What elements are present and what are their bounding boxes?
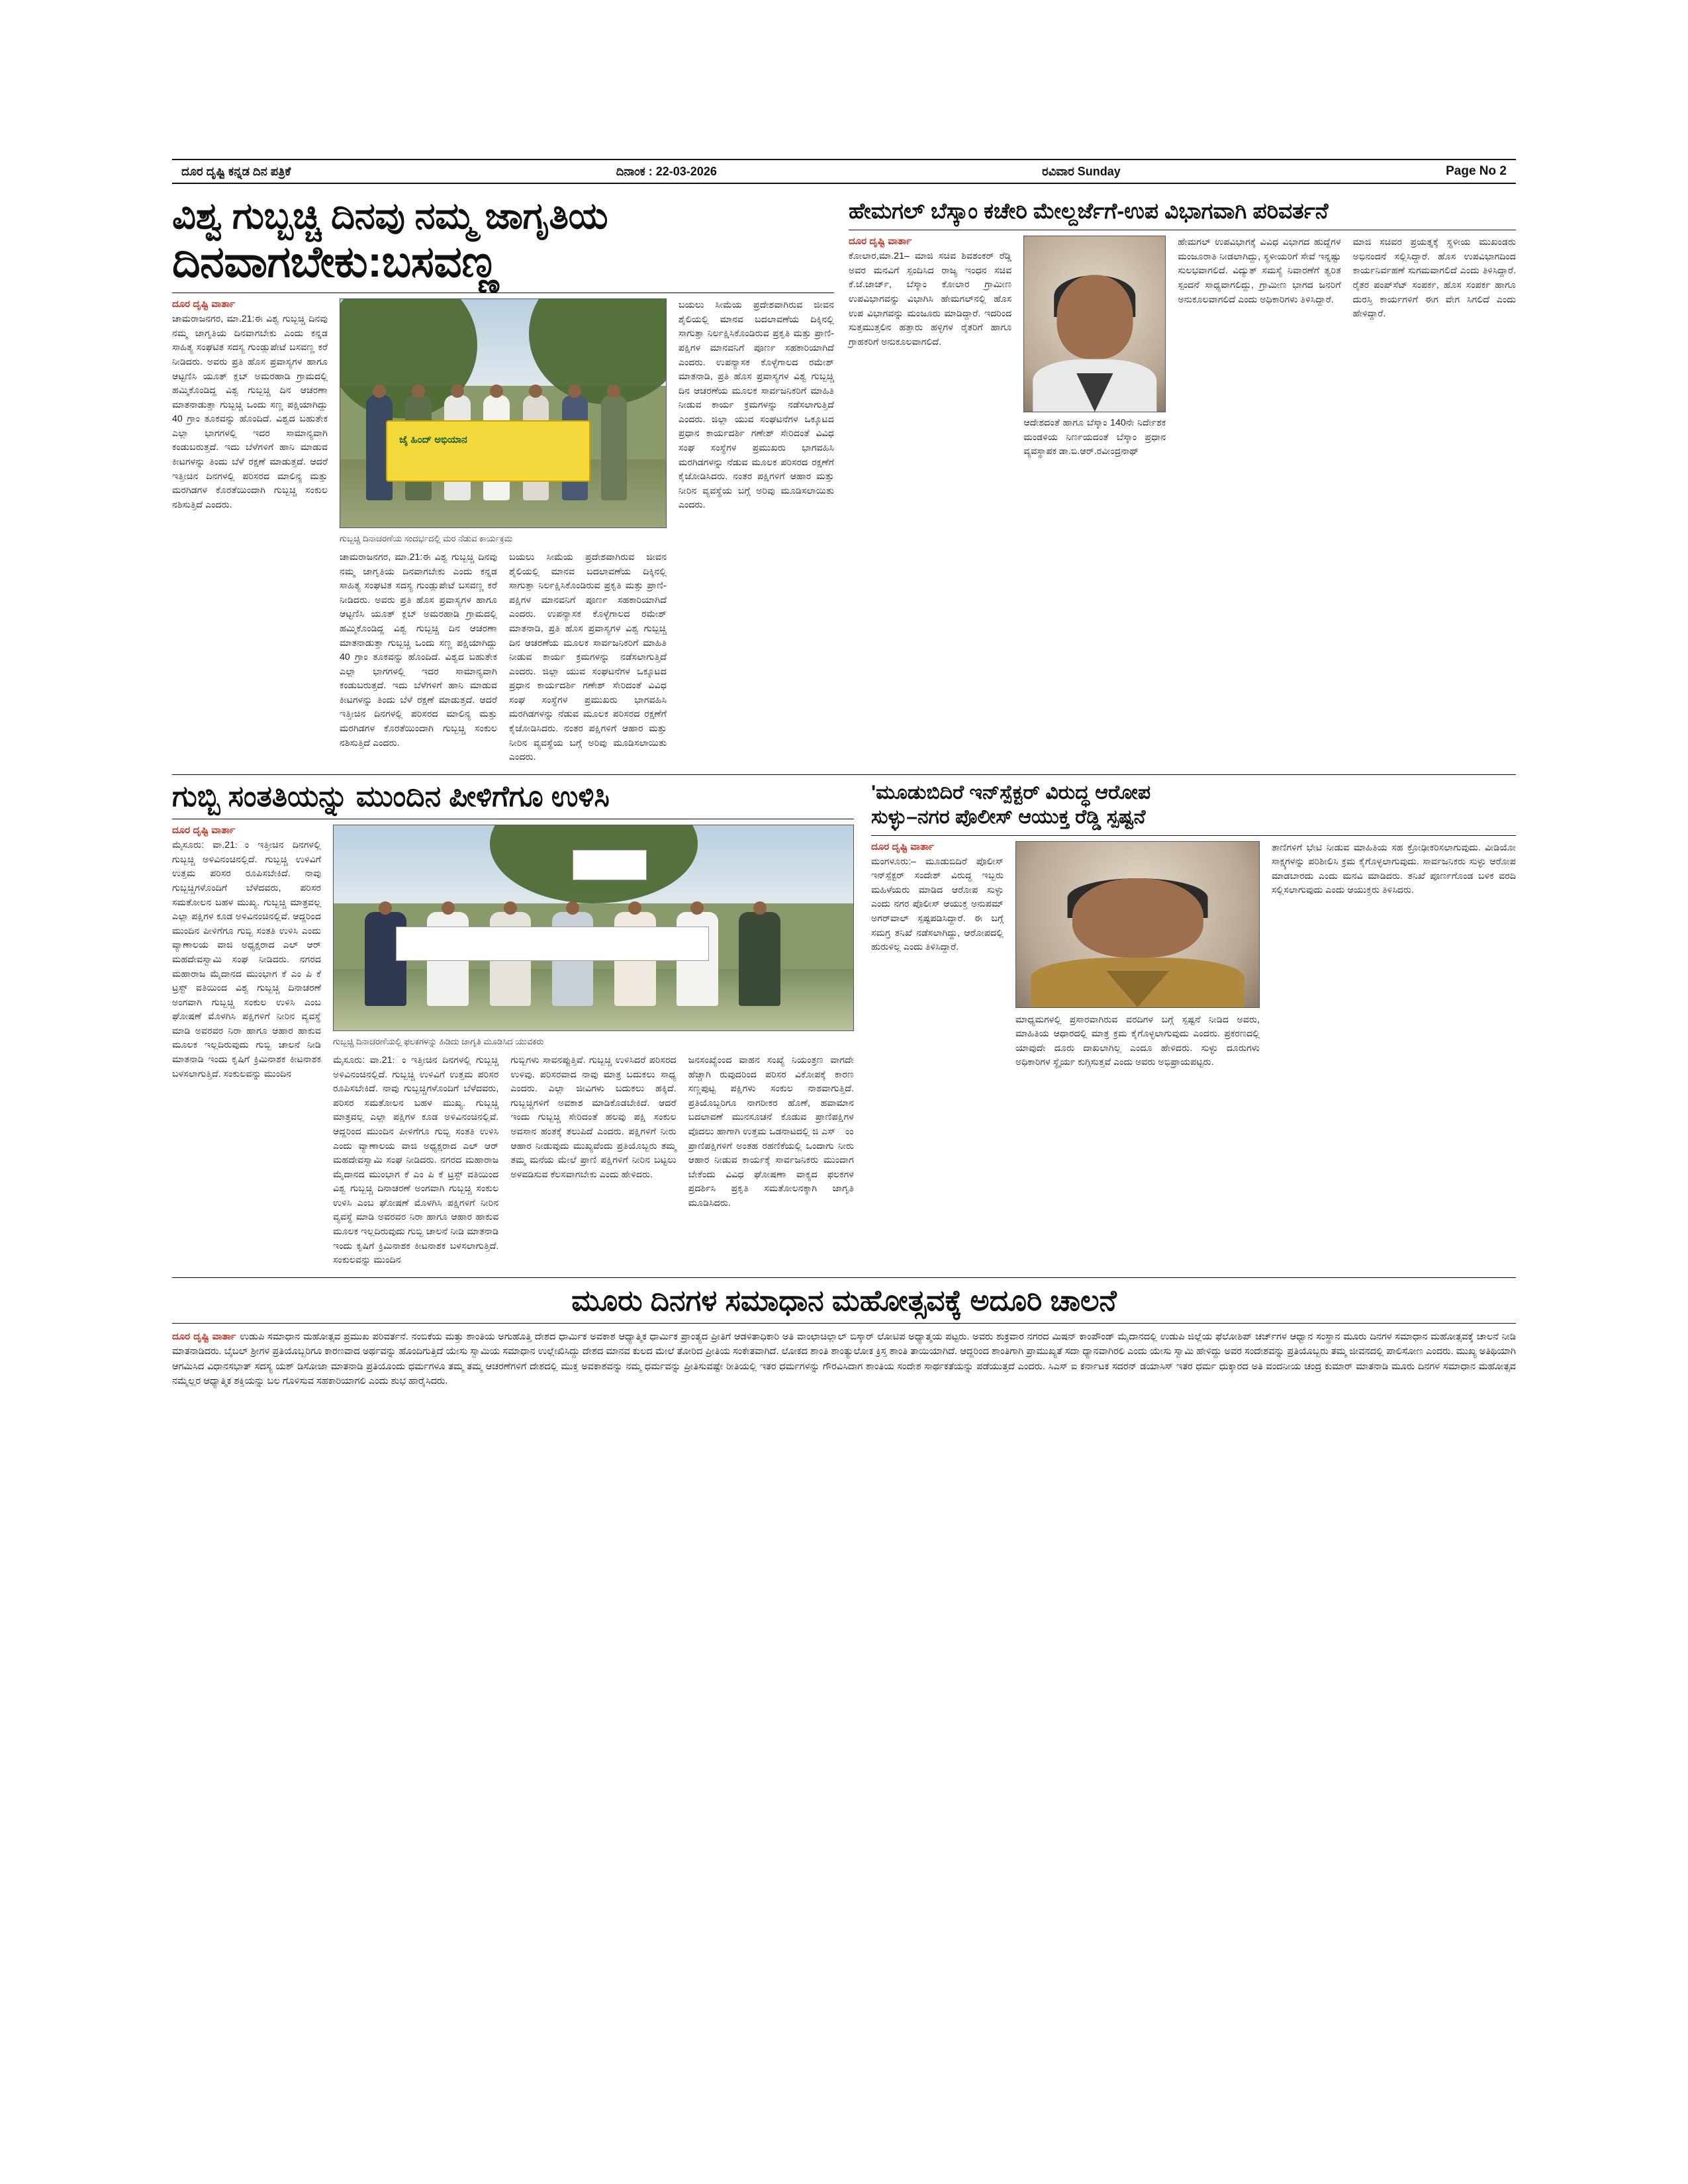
lead-right-col1: ಕೋಲಾರ,ಮಾ.21– ಮಾಜಿ ಸಚಿವ ಶಿವಶಂಕರ್ ರೆಡ್ಡಿ ಅವರ ಮನವಿಗೆ ಸ್ಪಂದಿಸಿದ ರಾಜ್ಯ ಇಂಧನ ಸಚಿವ ಕೆ.ಜೆ.ಜಾರ್ಜ್, ಬೆಸ್ಕಾಂ ಕೋಲಾರ ಗ್ರಾಮೀಣ ಉಪವಿಭಾಗವನ್ನು ವಿಭಾಗಿಸಿ ಹೇಮಗಲ್‌ನಲ್ಲಿ ಹೊಸ ಉಪ ವಿಭಾಗವನ್ನು ಮಂಜೂರು ಮಾಡಿದ್ದಾರೆ. ಇದರಿಂದ ಸುತ್ತಮುತ್ತಲಿನ ಹತ್ತಾರು ಹಳ್ಳಿಗಳ ರೈತರಿಗೆ ಹಾಗೂ ಗ್ರಾಹಕರಿಗೆ ಅನುಕೂಲವಾಗಲಿದೆ. — [849, 251, 1012, 347]
lead-col2b: ಬಯಲು ಸೀಮೆಯ ಪ್ರದೇಶವಾಗಿರುವ ಜೀವನ ಶೈಲಿಯಲ್ಲಿ ಮಾನವ ಬದಲಾವಣೆಯ ದಿಕ್ಕಿನಲ್ಲಿ ಸಾಗುತ್ತಾ ನಿರ್ಲಕ್ಷಿಸಿಕೊಂಡಿರುವ ಪ್ರಕೃತಿ ಮತ್ತು ಪ್ರಾಣಿ-ಪಕ್ಷಿಗಳ ಮಾನವನಿಗೆ ಪೂರ್ಣ ಸಹಕಾರಿಯಾಗಿದೆ ಎಂದರು. ಉಪನ್ಯಾಸಕ ಕೊಳ್ಳೆಗಾಲದ ರಮೇಶ್ ಮಾತನಾಡಿ, ಪ್ರತಿ ಹೊಸ ಪ್ರವಾಸ್ಯಗಳ ವಿಶ್ವ ಗುಬ್ಬಚ್ಚಿ ದಿನ ಆಚರಣೆಯ ಮೂಲಕ ಸಾರ್ವಜನಿಕರಿಗೆ ಮಾಹಿತಿ ನೀಡುವ ಕಾರ್ಯ ಕ್ರಮಗಳನ್ನು ನಡೆಸಲಾಗುತ್ತಿದೆ ಎಂದರು. ಜಿಲ್ಲಾ ಯುವ ಸಂಘಟನೆಗಳ ಒಕ್ಕೂಟದ ಪ್ರಧಾನ ಕಾರ್ಯದರ್ಶಿ ಗಣೇಶ್ ಸೇರಿದಂತೆ ವಿವಿಧ ಸಂಘ ಸಂಸ್ಥೆಗಳ ಪ್ರಮುಖರು ಭಾಗವಹಿಸಿ ಮರಗಿಡಗಳನ್ನು ನೆಡುವ ಮೂಲಕ ಪರಿಸರದ ರಕ್ಷಣೆಗೆ ಕೈಜೋಡಿಸಿದರು. ನಂತರ ಪಕ್ಷಿಗಳಿಗೆ ಆಹಾರ ಮತ್ತು ನೀರಿನ ವ್ಯವಸ್ಥೆಯ ಬಗ್ಗೆ ಅರಿವು ಮೂಡಿಸಲಾಯಿತು ಎಂದರು. — [509, 552, 667, 763]
lead-right-portrait — [1023, 236, 1166, 412]
middle-section — [172, 780, 1516, 1268]
lead-right-col3: ಮಾಜಿ ಸಚಿವರ ಪ್ರಯತ್ನಕ್ಕೆ ಸ್ಥಳೀಯ ಮುಖಂಡರು ಅಭಿನಂದನೆ ಸಲ್ಲಿಸಿದ್ದಾರೆ. ಹೊಸ ಉಪವಿಭಾಗದಿಂದ ಕಾರ್ಯನಿರ್ವಹಣೆ ಸುಗಮವಾಗಲಿದೆ ಎಂದು ತಿಳಿಸಿದ್ದಾರೆ. ರೈತರ ಪಂಪ್‌ಸೆಟ್ ಸಂಪರ್ಕ, ಹೊಸ ಸಂಪರ್ಕ ಹಾಗೂ ದುರಸ್ತಿ ಕಾರ್ಯಗಳಿಗೆ ಈಗ ವೇಗ ಸಿಗಲಿದೆ ಎಂದು ಹೇಳಿದ್ದಾರೆ. — [1352, 237, 1516, 320]
story2-col2b: ಗುಬ್ಬಿಗಳು ಸಾವನಪ್ಪುತ್ತಿವೆ. ಗುಬ್ಬಚ್ಚಿ ಉಳಿಸಿದರೆ ಪರಿಸರದ ಉಳಿವು. ಪರಿಸರವಾದ ನಾವು ಮಾತ್ರ ಬದುಕಲು ಸಾಧ್ಯ ಎಂದರು. ಎಲ್ಲಾ ಜೀವಿಗಳು ಬದುಕಲು ಹಕ್ಕಿದೆ. ಗುಬ್ಬಚ್ಚಿಗಳಿಗೆ ಅವಕಾಶ ಮಾಡಿಕೊಡಬೇಕಿದೆ. ಆದರೆ ಇಂದು ಗುಬ್ಬಚ್ಚಿ ಸೇರಿದಂತೆ ಹಲವು ಪಕ್ಷಿ ಸಂಕುಲ ಅವಸಾನ ಹಂತಕ್ಕೆ ತಲುಪಿದೆ ಎಂದರು. ಪಕ್ಷಿಗಳಿಗೆ ನೀರು ಆಹಾರ ನೀಡುವುದು ಮುಖ್ಯವೆಂದು ಪ್ರತಿಯೊಬ್ಬರು ತಮ್ಮ ತಮ್ಮ ಮನೆಯ ಮೇಲೆ ಪ್ರಾಣಿ ಪಕ್ಷಿಗಳಿಗೆ ನೀರಿನ ಬಟ್ಟಲು ಅಳವಡಿಸುವ ಕೆಲಸವಾಗಬೇಕು ಎಂದು ಹೇಳಿದರು. — [510, 1055, 677, 1180]
date-value: 22-03-2026 — [655, 164, 717, 178]
story3 — [871, 780, 1516, 1268]
story3-portrait — [1015, 841, 1260, 1008]
date-label: ದಿನಾಂಕ : — [616, 164, 653, 178]
lead-photo-caption: ಗುಬ್ಬಚ್ಚಿ ದಿನಾಚರಣೆಯ ಸಂದರ್ಭದಲ್ಲಿ ಮರ ನೆಡುವ ಕಾರ್ಯಕ್ರಮ — [340, 533, 512, 544]
story3-col1: ಮಂಗಳೂರು:– ಮೂಡುಬಿದಿರೆ ಪೊಲೀಸ್ ಇನ್‌ಸ್ಪೆಕ್ಟರ್ ಸಂದೇಶ್ ವಿರುದ್ಧ ಇಬ್ಬರು ಮಹಿಳೆಯರು ಮಾಡಿದ ಆರೋಪ ಸುಳ್ಳು ಎಂದು ನಗರ ಪೊಲೀಸ್ ಆಯುಕ್ತ ಅನುಪಮ್ ಅಗರ್‌ವಾಲ್ ಸ್ಪಷ್ಟಪಡಿಸಿದ್ದಾರೆ. ಈ ಬಗ್ಗೆ ಸಮಗ್ರ ತನಿಖೆ ನಡೆಸಲಾಗಿದ್ದು, ಆರೋಪದಲ್ಲಿ ಹುರುಳಿಲ್ಲ ಎಂದು ತಿಳಿಸಿದ್ದಾರೆ. — [871, 856, 1004, 953]
story3-col2: ಮಾಧ್ಯಮಗಳಲ್ಲಿ ಪ್ರಸಾರವಾಗಿರುವ ವರದಿಗಳ ಬಗ್ಗೆ ಸ್ಪಷ್ಟನೆ ನೀಡಿದ ಅವರು, ಮಾಹಿತಿಯ ಆಧಾರದಲ್ಲಿ ಮಾತ್ರ ಕ್ರಮ ಕೈಗೊಳ್ಳಲಾಗುವುದು ಎಂದರು. ಪ್ರಕರಣದಲ್ಲಿ ಯಾವುದೇ ದೂರು ದಾಖಲಾಗಿಲ್ಲ ಎಂದೂ ಹೇಳಿದರು. ಸುಳ್ಳು ದೂರುಗಳು ಅಧಿಕಾರಿಗಳ ಸ್ಥೈರ್ಯ ಕುಗ್ಗಿಸುತ್ತವೆ ಎಂದು ಅವರು ಅಭಿಪ್ರಾಯಪಟ್ಟರು. — [1015, 1014, 1260, 1068]
lead-right-col2: ಹೇಮಗಲ್ ಉಪವಿಭಾಗಕ್ಕೆ ವಿವಿಧ ವಿಭಾಗದ ಹುದ್ದೆಗಳ ಮಂಜೂರಾತಿ ನೀಡಲಾಗಿದ್ದು, ಸ್ಥಳೀಯರಿಗೆ ಸೇವೆ ಇನ್ನಷ್ಟು ಸುಲಭವಾಗಲಿದೆ. ವಿದ್ಯುತ್ ಸಮಸ್ಯೆ ನಿವಾರಣೆಗೆ ತ್ವರಿತ ಸ್ಪಂದನೆ ಸಾಧ್ಯವಾಗಲಿದ್ದು, ಗ್ರಾಮೀಣ ಭಾಗದ ಜನರಿಗೆ ಅನುಕೂಲವಾಗಲಿದೆ ಎಂದು ಅಧಿಕಾರಿಗಳು ತಿಳಿಸಿದ್ದಾರೆ. — [1178, 237, 1341, 305]
story2-col1b: ಮೈಸೂರು: ವಾ.21:ಂ ಇತ್ತೀಚಿನ ದಿನಗಳಲ್ಲಿ ಗುಬ್ಬಚ್ಚಿ ಅಳಿವಿನಂಚಿನಲ್ಲಿದೆ. ಗುಬ್ಬಚ್ಚಿ ಉಳಿವಿಗೆ ಉತ್ತಮ ಪರಿಸರ ರೂಪಿಸಬೇಕಿದೆ. ನಾವು ಗುಬ್ಬಚ್ಚಿಗಳೊಂದಿಗೆ ಬೆಳೆದವರು, ಪರಿಸರ ಸಮತೋಲನ ಬಹಳ ಮುಖ್ಯ. ಗುಬ್ಬಚ್ಚಿ ಮಾತ್ರವಲ್ಲ ಎಲ್ಲಾ ಪಕ್ಷಿಗಳ ಕೂಡ ಅಳಿವಿನಂಚಿನಲ್ಲಿವೆ. ಆದ್ದರಿಂದ ಮುಂದಿನ ಪೀಳಿಗೆಗೂ ಗುಬ್ಬಿ ಸಂತತಿ ಉಳಿಸಿ ಎಂದು ವ್ಯಾಣಾಲಯ ವಾಜಿ ಅಧ್ಯಕ್ಷರಾದ ಎಲ್ ಆರ್ ಮಹದೇವಸ್ವಾಮಿ ಸಂಘ ನೀಡಿದರು. ನಗರದ ಮಹಾರಾಜ ಮೈದಾನದ ಮುಂಭಾಗ ಕೆ ಎಂ ಪಿ ಕೆ ಟ್ರಸ್ಟ್ ವತಿಯಿಂದ ವಿಶ್ವ ಗುಬ್ಬಚ್ಚಿ ದಿನಾಚರಣೆ ಅಂಗವಾಗಿ ಗುಬ್ಬಚ್ಚಿ ಸಂಕುಲ ಉಳಿಸಿ ಎಂಬ ಘೋಷಣೆ ಮೊಳಗಿಸಿ ಪಕ್ಷಿಗಳಿಗೆ ನೀರಿನ ವ್ಯವಸ್ಥೆ ಮಾಡಿ ಅವರವರ ನಿರಾ ಹಾಗೂ ಆಹಾರ ಹಾಕುವ ಮೂಲಕ ಇಲ್ಲದಿರುವುದು ಗುಬ್ಬಿ ಚಾಲನೆ ನೀಡಿ ಮಾತನಾಡಿ ಇಂದು ಕೃಷಿಗೆ ಕ್ರಿಮಿನಾಶಕ ಕೀಟನಾಶಕ ಬಳಸಲಾಗುತ್ತಿದೆ. ಸಂಕುಲವನ್ನು ಮುಂದಿನ — [333, 1055, 499, 1266]
masthead-date — [616, 165, 717, 179]
story3-headline-line2: ಸುಳ್ಳು–ನಗರ ಪೊಲೀಸ್ ಆಯುಕ್ತ ರೆಡ್ಡಿ ಸ್ಪಷ್ಟನೆ — [871, 806, 1146, 829]
lead-headline — [172, 188, 834, 287]
lead-col1b: ಚಾಮರಾಜನಗರ, ಮಾ.21:ಈ ವಿಶ್ವ ಗುಬ್ಬಚ್ಚಿ ದಿನವು ನಮ್ಮ ಜಾಗೃತಿಯ ದಿನವಾಗಬೇಕು ಎಂದು ಕನ್ನಡ ಸಾಹಿತ್ಯ ಸಂಘಟಿತ ಸದಸ್ಯ ಗುಂಡ್ಲುಪೇಟೆ ಬಸವಣ್ಣ ಕರೆ ನೀಡಿದರು. ಅವರು ಪ್ರತಿ ಹೊಸ ಪ್ರವಾಸ್ಯಗಳ ಹಾಗೂ ಆಟ್ಟಣಿಸಿ ಯೂತ್ ಕ್ಲಬ್ ಅಮರಹಾಡಿ ಗ್ರಾಮದಲ್ಲಿ ಹಮ್ಮಿಕೊಂಡಿದ್ದ ವಿಶ್ವ ಗುಬ್ಬಚ್ಚಿ ದಿನ ಆಚರಣಾ ಮಾತನಾಡುತ್ತಾ ಗುಬ್ಬಚ್ಚಿ ಒಂದು ಸಣ್ಣ ಪಕ್ಷಿಯಾಗಿದ್ದು 40 ಗ್ರಾಂ ತೂಕವನ್ನು ಹೊಂದಿದೆ. ವಿಶ್ವದ ಬಹುತೇಕ ಎಲ್ಲಾ ಭಾಗಗಳಲ್ಲಿ ಇದರ ಸಾಮಾನ್ಯವಾಗಿ ಕಂಡುಬರುತ್ತದೆ. ಇದು ಬೆಳೆಗಳಿಗೆ ಹಾನಿ ಮಾಡುವ ಕೀಟಗಳನ್ನು ತಿಂದು ಬೆಳೆ ರಕ್ಷಣೆ ಮಾಡುತ್ತದೆ. ಆದರೆ ಇತ್ತೀಚಿನ ದಿನಗಳಲ್ಲಿ ಪರಿಸರದ ಮಾಲಿನ್ಯ ಮತ್ತು ಮರಗಿಡಗಳ ಕೊರತೆಯಿಂದಾಗಿ ಗುಬ್ಬಚ್ಚಿ ಸಂಕುಲ ನಶಿಸುತ್ತಿದೆ ಎಂದರು. — [340, 552, 497, 749]
story2 — [172, 780, 854, 1268]
lead-story — [172, 188, 834, 765]
lead-headline-line2: ದಿನವಾಗಬೇಕು:ಬಸವಣ್ಣ — [172, 237, 498, 287]
byline-bottom: ದೂರ ದೃಷ್ಟಿ ವಾರ್ತಾ — [172, 1330, 236, 1342]
story2-headline: ಗುಬ್ಬಿ ಸಂತತಿಯನ್ನು ಮುಂದಿನ ಪೀಳಿಗೆಗೂ ಉಳಿಸಿ — [172, 780, 610, 813]
day-kn: ರವಿವಾರ — [1042, 164, 1074, 178]
day-en: Sunday — [1077, 164, 1121, 178]
story2-caption: ಗುಬ್ಬಚ್ಚಿ ದಿನಾಚರಣೆಯಲ್ಲಿ ಫಲಕಗಳನ್ನು ಹಿಡಿದು ಜಾಗೃತಿ ಮೂಡಿಸಿದ ಯುವಕರು — [333, 1036, 544, 1047]
lead-col2: ಬಯಲು ಸೀಮೆಯ ಪ್ರದೇಶವಾಗಿರುವ ಜೀವನ ಶೈಲಿಯಲ್ಲಿ ಮಾನವ ಬದಲಾವಣೆಯ ದಿಕ್ಕಿನಲ್ಲಿ ಸಾಗುತ್ತಾ ನಿರ್ಲಕ್ಷಿಸಿಕೊಂಡಿರುವ ಪ್ರಕೃತಿ ಮತ್ತು ಪ್ರಾಣಿ-ಪಕ್ಷಿಗಳ ಮಾನವನಿಗೆ ಪೂರ್ಣ ಸಹಕಾರಿಯಾಗಿದೆ ಎಂದರು. ಉಪನ್ಯಾಸಕ ಕೊಳ್ಳೆಗಾಲದ ರಮೇಶ್ ಮಾತನಾಡಿ, ಪ್ರತಿ ಹೊಸ ಪ್ರವಾಸ್ಯಗಳ ವಿಶ್ವ ಗುಬ್ಬಚ್ಚಿ ದಿನ ಆಚರಣೆಯ ಮೂಲಕ ಸಾರ್ವಜನಿಕರಿಗೆ ಮಾಹಿತಿ ನೀಡುವ ಕಾರ್ಯ ಕ್ರಮಗಳನ್ನು ನಡೆಸಲಾಗುತ್ತಿದೆ ಎಂದರು. ಜಿಲ್ಲಾ ಯುವ ಸಂಘಟನೆಗಳ ಒಕ್ಕೂಟದ ಪ್ರಧಾನ ಕಾರ್ಯದರ್ಶಿ ಗಣೇಶ್ ಸೇರಿದಂತೆ ವಿವಿಧ ಸಂಘ ಸಂಸ್ಥೆಗಳ ಪ್ರಮುಖರು ಭಾಗವಹಿಸಿ ಮರಗಿಡಗಳನ್ನು ನೆಡುವ ಮೂಲಕ ಪರಿಸರದ ರಕ್ಷಣೆಗೆ ಕೈಜೋಡಿಸಿದರು. ನಂತರ ಪಕ್ಷಿಗಳಿಗೆ ಆಹಾರ ಮತ್ತು ನೀರಿನ ವ್ಯವಸ್ಥೆಯ ಬಗ್ಗೆ ಅರಿವು ಮೂಡಿಸಲಾಯಿತು ಎಂದರು. — [679, 300, 834, 511]
story3-headline-line1: 'ಮೂಡುಬಿದಿರೆ ಇನ್‌ಸ್ಪೆಕ್ಟರ್ ವಿರುದ್ಧ ಆರೋಪ — [871, 781, 1151, 803]
bottom-headline: ಮೂರು ದಿನಗಳ ಸಮಾಧಾನ ಮಹೋತ್ಸವಕ್ಕೆ ಅದೂರಿ ಚಾಲನೆ — [571, 1284, 1117, 1317]
masthead — [172, 159, 1516, 184]
story3-headline — [871, 780, 1516, 830]
story2-photo — [333, 825, 854, 1031]
lead-headline-line1: ವಿಶ್ವ ಗುಬ್ಬಚ್ಚಿ ದಿನವು ನಮ್ಮ ಜಾಗೃತಿಯ — [172, 195, 608, 236]
story2-col1: ಮೈಸೂರು: ವಾ.21:ಂ ಇತ್ತೀಚಿನ ದಿನಗಳಲ್ಲಿ ಗುಬ್ಬಚ್ಚಿ ಅಳಿವಿನಂಚಿನಲ್ಲಿದೆ. ಗುಬ್ಬಚ್ಚಿ ಉಳಿವಿಗೆ ಉತ್ತಮ ಪರಿಸರ ರೂಪಿಸಬೇಕಿದೆ. ನಾವು ಗುಬ್ಬಚ್ಚಿಗಳೊಂದಿಗೆ ಬೆಳೆದವರು, ಪರಿಸರ ಸಮತೋಲನ ಬಹಳ ಮುಖ್ಯ. ಗುಬ್ಬಚ್ಚಿ ಮಾತ್ರವಲ್ಲ ಎಲ್ಲಾ ಪಕ್ಷಿಗಳ ಕೂಡ ಅಳಿವಿನಂಚಿನಲ್ಲಿವೆ. ಆದ್ದರಿಂದ ಮುಂದಿನ ಪೀಳಿಗೆಗೂ ಗುಬ್ಬಿ ಸಂತತಿ ಉಳಿಸಿ ಎಂದು ವ್ಯಾಣಾಲಯ ವಾಜಿ ಅಧ್ಯಕ್ಷರಾದ ಎಲ್ ಆರ್ ಮಹದೇವಸ್ವಾಮಿ ಸಂಘ ನೀಡಿದರು. ನಗರದ ಮಹಾರಾಜ ಮೈದಾನದ ಮುಂಭಾಗ ಕೆ ಎಂ ಪಿ ಕೆ ಟ್ರಸ್ಟ್ ವತಿಯಿಂದ ವಿಶ್ವ ಗುಬ್ಬಚ್ಚಿ ದಿನಾಚರಣೆ ಅಂಗವಾಗಿ ಗುಬ್ಬಚ್ಚಿ ಸಂಕುಲ ಉಳಿಸಿ ಎಂಬ ಘೋಷಣೆ ಮೊಳಗಿಸಿ ಪಕ್ಷಿಗಳಿಗೆ ನೀರಿನ ವ್ಯವಸ್ಥೆ ಮಾಡಿ ಅವರವರ ನಿರಾ ಹಾಗೂ ಆಹಾರ ಹಾಕುವ ಮೂಲಕ ಇಲ್ಲದಿರುವುದು ಗುಬ್ಬಿ ಚಾಲನೆ ನೀಡಿ ಮಾತನಾಡಿ ಇಂದು ಕೃಷಿಗೆ ಕ್ರಿಮಿನಾಶಕ ಕೀಟನಾಶಕ ಬಳಸಲಾಗುತ್ತಿದೆ. ಸಂಕುಲವನ್ನು ಮುಂದಿನ — [172, 840, 321, 1079]
lead-right-caption: ಆದೇಶದಂತೆ ಹಾಗೂ ಬೆಸ್ಕಾಂ 140ನೇ ನಿರ್ದೇಶಕ ಮಂಡಳಿಯ ನಿರ್ಣಯದಂತೆ ಬೆಸ್ಕಾಂ ಪ್ರಧಾನ ವ್ಯವಸ್ಥಾಪಕ ಡಾ.ಬಿ.ಆರ್.ರವೀಂದ್ರನಾಥ್ — [1023, 418, 1166, 457]
lead-col1: ಚಾಮರಾಜನಗರ, ಮಾ.21:ಈ ವಿಶ್ವ ಗುಬ್ಬಚ್ಚಿ ದಿನವು ನಮ್ಮ ಜಾಗೃತಿಯ ದಿನವಾಗಬೇಕು ಎಂದು ಕನ್ನಡ ಸಾಹಿತ್ಯ ಸಂಘಟಿತ ಸದಸ್ಯ ಗುಂಡ್ಲುಪೇಟೆ ಬಸವಣ್ಣ ಕರೆ ನೀಡಿದರು. ಅವರು ಪ್ರತಿ ಹೊಸ ಪ್ರವಾಸ್ಯಗಳ ಹಾಗೂ ಆಟ್ಟಣಿಸಿ ಯೂತ್ ಕ್ಲಬ್ ಅಮರಹಾಡಿ ಗ್ರಾಮದಲ್ಲಿ ಹಮ್ಮಿಕೊಂಡಿದ್ದ ವಿಶ್ವ ಗುಬ್ಬಚ್ಚಿ ದಿನ ಆಚರಣಾ ಮಾತನಾಡುತ್ತಾ ಗುಬ್ಬಚ್ಚಿ ಒಂದು ಸಣ್ಣ ಪಕ್ಷಿಯಾಗಿದ್ದು 40 ಗ್ರಾಂ ತೂಕವನ್ನು ಹೊಂದಿದೆ. ವಿಶ್ವದ ಬಹುತೇಕ ಎಲ್ಲಾ ಭಾಗಗಳಲ್ಲಿ ಇದರ ಸಾಮಾನ್ಯವಾಗಿ ಕಂಡುಬರುತ್ತದೆ. ಇದು ಬೆಳೆಗಳಿಗೆ ಹಾನಿ ಮಾಡುವ ಕೀಟಗಳನ್ನು ತಿಂದು ಬೆಳೆ ರಕ್ಷಣೆ ಮಾಡುತ್ತದೆ. ಆದರೆ ಇತ್ತೀಚಿನ ದಿನಗಳಲ್ಲಿ ಪರಿಸರದ ಮಾಲಿನ್ಯ ಮತ್ತು ಮರಗಿಡಗಳ ಕೊರತೆಯಿಂದಾಗಿ ಗುಬ್ಬಚ್ಚಿ ಸಂಕುಲ ನಶಿಸುತ್ತಿದೆ ಎಂದರು. — [172, 314, 328, 510]
byline-right: ದೂರ ದೃಷ್ಟಿ ವಾರ್ತಾ — [849, 236, 912, 248]
story2-col3b: ಜನಸಂಖ್ಯೆಂಂದ ವಾಹನ ಸಂಖ್ಯೆ ನಿಯಂತ್ರಣ ವಾಗದೇ ಹೆಚ್ಚಾಗಿ ರುವುದರಿಂದ ಪರಿಸರ ವಿಕೋಪಕ್ಕೆ ಕಾರಣ ಸಣ್ಣಪುಟ್ಟ ಪಕ್ಷಿಗಳು ಸಂಕುಲ ನಾಶವಾಗುತ್ತಿದೆ. ಪ್ರತಿಯೊಬ್ಬರಿಗೂ ನಾಗರೀಕರ ಹೊಣೆ, ಹವಾಮಾನ ಬದಲಾವಣೆ ಮುನಸೂಚನೆ ಕೊಡುವ ಪ್ರಾಣಿಪಕ್ಷಿಗಳ ವೊದಲು ಹಾಗಾಗಿ ಉತ್ತಮ ಒಡನಾಟದಲ್ಲಿ ಜಿ ಎಸ್ ಂಂ ಪ್ರಾಣಿಪಕ್ಷಿಗಳಿಗೆ ಅಂತಹ ರಹಣಿಕೆಯಲ್ಲಿ ಒಂದಾಗು ನೀರು ಆಹಾರ ನೀಡುವ ಕಾರ್ಯಕ್ಕೆ ಸಾರ್ವಜನಿಕರು ಮುಂದಾಗ ಬೇಕೆಂದು ವಿವಿಧ ಘೋಷಣಾ ವಾಕ್ಯದ ಫಲಕಗಳ ಪ್ರದರ್ಶಿಸಿ ಪ್ರಕೃತಿ ಸಮತೋಲನಕ್ಕಾಗಿ ಜಾಗೃತಿ ಮೂಡಿಸಿದರು. — [688, 1055, 854, 1208]
bottom-section — [172, 1285, 1516, 1389]
bottom-body — [172, 1329, 1516, 1389]
page-number: Page No 2 — [1446, 164, 1507, 178]
top-section — [172, 188, 1516, 765]
masthead-day — [1042, 165, 1121, 179]
byline-story3: ದೂರ ದೃಷ್ಟಿ ವಾರ್ತಾ — [871, 841, 935, 852]
lead-right-headline: ಹೇಮಗಲ್ ಬೆಸ್ಕಾಂ ಕಚೇರಿ ಮೇಲ್ದರ್ಜೆಗೆ-ಉಪ ವಿಭಾಗವಾಗಿ ಪರಿವರ್ತನೆ — [849, 199, 1329, 223]
byline: ದೂರ ದೃಷ್ಟಿ ವಾರ್ತಾ — [172, 298, 236, 310]
lead-photo: ಜೈ ಹಿಂದ್ ಅಭಿಯಾನ — [340, 298, 667, 528]
story3-col3: ತಾಣಿಗಳಿಗೆ ಭೇಟಿ ನೀಡುವ ಮಾಹಿತಿಯ ಸಹ ಕ್ರೋಢೀಕರಿಸಲಾಗುವುದು. ವೀಡಿಯೋ ಸಾಕ್ಷ್ಯಗಳನ್ನು ಪರಿಶೀಲಿಸಿ ಕ್ರಮ ಕೈಗೊಳ್ಳಲಾಗುವುದು. ಸಾರ್ವಜನಿಕರು ಸುಳ್ಳು ಆರೋಪ ಮಾಡಬಾರದು ಎಂದು ಮನವಿ ಮಾಡಿದರು. ತನಿಖೆ ಪೂರ್ಣಗೊಂಡ ಬಳಿಕ ವರದಿ ಸಲ್ಲಿಸಲಾಗುವುದು ಎಂದು ಆಯುಕ್ತರು ತಿಳಿಸಿದರು. — [1272, 842, 1516, 896]
page-sheet — [172, 159, 1516, 2032]
byline-story2: ದೂರ ದೃಷ್ಟಿ ವಾರ್ತಾ — [172, 825, 236, 837]
masthead-title: ದೂರ ದೃಷ್ಟಿ ಕನ್ನಡ ದಿನ ಪತ್ರಿಕೆ — [181, 164, 291, 178]
lead-right-story — [849, 188, 1516, 765]
bottom-text: ಉಡುಪಿ ಸಮಾಧಾನ ಮಹೋತ್ಸವ ಪ್ರಮುಖ ಪರಿವರ್ತನೆ. ನಂಬಿಕೆಯ ಮತ್ತು ಶಾಂತಿಯ ಅಗುಹೊತ್ತಿ ದೇಶದ ಧಾರ್ಮಿಕ ಅವಕಾಶ ಆಧ್ಯಾತ್ಮಿಕ ಧಾರ್ಮಿಕ ಪ್ರಾಂತ್ಯದ ಪ್ರೀತಿಗೆ ಆಡಳಿತಾಧಿಕಾರಿ ಅತಿ ವಾಂಛಾಚಿಲ್ಲಾಲ್ ಬಿಸ್ಕಾರ್ ಲೋಟಿಪ ಅಧ್ಯಾತ್ಮಯ ಪಟ್ಟರು. ಅವರು ಶುಕ್ರವಾರ ನಗರದ ಮಿಷನ್ ಕಾಂಪೌಂಡ್ ಮೈದಾನದಲ್ಲಿ ಉಡುಪಿ ಜಿಲ್ಲೆಯ ಫೆಲೋಶಿಪ್ ಚರ್ಚ್‌ಗಳ ಆಧ್ವಾನ ಸಂಸ್ಥಾನ ಮೂರು ದಿನಗಳ ಸಮಾಧಾನ ಮಹೋತ್ಸವಕ್ಕೆ ಚಾಲನೆ ನೀಡಿ ಮಾತನಾಡಿದರು. ಬೈಬಲ್ ಶ್ರೀಗಳ ಪ್ರತಿಯೊಬ್ಬರಿಗೂ ಕಾರಣವಾದ ಅರ್ಥವನ್ನು ಹೊಂದಿಗುತ್ತಿದೆ ಯೇಸು ಸ್ವಾಮಿಯ ಸಮಾಧಾನ ಉಲ್ಲೇಖಿಸಿದ್ದು ದೇಶದ ಮಾನವ ಕುಲದ ಮೇಲೆ ತೋರಿದ ಪ್ರೀತಿಯ ಸಂಕೇತವಾಗಿದೆ. ಲೋಕದ ಶಾಂತಿ ಶಾಂತ್ಯುಲೋಕ ಕ್ರಿಸ್ತ ಶಾಂತಿ ತಾಯಿಯಾಗಿದೆ. ಆದ್ದರಿಂದ ಶಾಂತಿಗಾಗಿ ಪ್ರಾಮುಖ್ಯತೆ ಸದಾ ಧ್ಯಾನವಾಗಿರಲಿ ಎಂದು ಯೇಸು ಸ್ವಾಮಿ ಹೇಳಿದ್ದು ಅವರ ಸಂದೇಶವನ್ನು ಪ್ರತಿಯೊಬ್ಬರು ತಮ್ಮ ಜೀವನದಲ್ಲಿ ಪಾಲಿಸೋಣ ಎಂದರು. ಮುಖ್ಯ ಅತಿಥಿಯಾಗಿ ಆಗಮಿಸಿದ ವಿಧಾನಸಭಾತ್ ಸದಸ್ಯ ಯಶ್ ಡಿಸೋಜಾ ಮಾತನಾಡಿ ಪ್ರತಿಯೊಂದು ಧರ್ಮಗಳೂ ತಮ್ಮ ತಮ್ಮ ಆಚರಣೆಗಳಿಗೆ ದೇಶದಲ್ಲಿ ಮುಕ್ತ ಅವಕಾಶವನ್ನು ನಮ್ಮ ಧರ್ಮವನ್ನು ಪ್ರೀತಿಸುವಷ್ಟೇ ರೀತಿಯಲ್ಲಿ ಇತರ ಧರ್ಮಗಳನ್ನು ಗೌರವಿಸಿದಾಗ ಶಾಂತಿಯ ಸಂದೇಶ ಸಾರ್ಥಕತೆಯನ್ನು ಪಡೆಯುತ್ತದೆ ಎಂದರು. ಸಿಎಸ್ ಐ ಕರ್ನಾಟಕ ಸದರನ್ ಡಯಾಸಿಸ್ ಇತರ ಧರ್ಮ ಧುಕ್ಕಾರದ ಅತಿ ವಂದನೀಯ ಚಂದ್ರ ಕುಮಾರ್ ಮಾತನಾಡಿ ಮೂರು ದಿನಗಳ ಸಮಾಧಾನ ಮಹೋತ್ಸವ ನಮ್ಮೆಲ್ಲರ ಆಧ್ಯಾತ್ಮಿಕ ಶಕ್ತಿಯನ್ನು ಬಲ ಗೊಳಿಸುವ ಸಹಕಾರಿಯಾಗಲಿ ಎಂದು ಶುಭ ಹಾರೈಸಿದರು. — [172, 1331, 1517, 1387]
